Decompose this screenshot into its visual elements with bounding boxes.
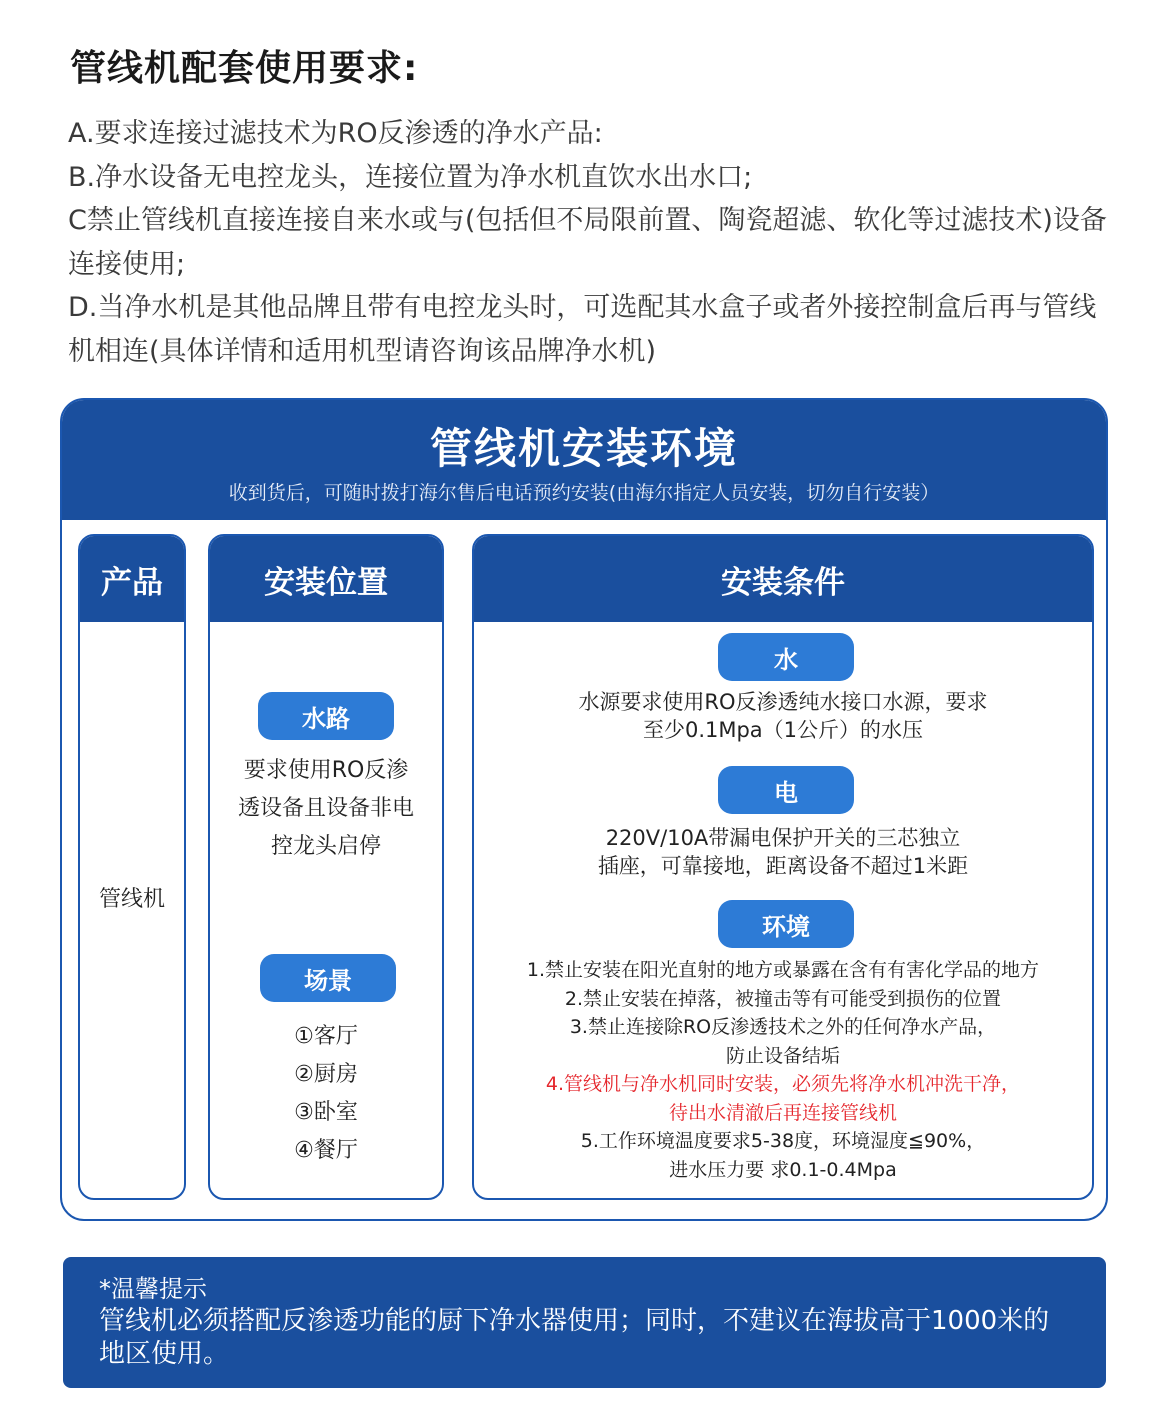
environment-condition-item: 2.禁止安装在掉落，被撞击等有可能受到损伤的位置 [564,987,1002,1010]
requirements-title: 管线机配套使用要求: [70,48,419,89]
environment-condition-warning: 待出水清澈后再连接管线机 [668,1101,897,1124]
installation-environment-panel [60,398,1108,1221]
environment-condition-item: 5.工作环境温度要求5-38度，环境湿度≦90%， [580,1130,986,1152]
water-route-line: 控龙头启停 [270,834,381,859]
scene-item-bedroom: ③卧室 [294,1100,358,1125]
requirement-item-d: D.当净水机是其他品牌且带有电控龙头时，可选配其水盒子或者外接控制盒后再与管线机相连(具体详情和适用机型请咨询该品牌净水机) [68,292,1097,367]
water-condition-line: 至少0.1Mpa（1公斤）的水压 [642,718,924,742]
power-condition-badge: 电 [718,766,854,814]
environment-title: 管线机安装环境 [429,424,738,473]
conditions-column [472,534,1094,1200]
requirement-item-b: B.净水设备无电控龙头，连接位置为净水机直饮水出水口; [68,161,753,193]
water-route-description [210,752,442,866]
water-route-badge: 水路 [258,692,394,740]
tip-box [63,1257,1106,1388]
scene-item-kitchen: ②厨房 [294,1062,358,1087]
location-column [208,534,444,1200]
scene-item-dining-room: ④餐厅 [294,1138,358,1163]
product-name: 管线机 [98,887,165,912]
power-condition-line: 插座，可靠接地，距离设备不超过1米距 [597,854,969,878]
product-column [78,534,186,1200]
water-condition-text [474,688,1092,744]
requirement-item-a: A.要求连接过滤技术为RO反渗透的净水产品: [68,118,603,149]
requirement-item-c: C禁止管线机直接连接自来水或与(包括但不局限前置、陶瓷超滤、软化等过滤技术)设备连接使用; [68,205,1107,280]
location-column-header: 安装位置 [210,536,442,622]
scene-list [210,1018,442,1170]
environment-condition-list [474,956,1092,1184]
tip-text: 管线机必须搭配反渗透功能的厨下净水器使用；同时，不建议在海拔高于1000米的地区使用。 [99,1306,1050,1369]
environment-condition-badge: 环境 [718,900,854,948]
environment-subtitle: 收到货后，可随时拨打海尔售后电话预约安装(由海尔指定人员安装，切勿自行安装） [228,482,940,504]
water-route-line: 透设备且设备非电 [237,796,414,821]
environment-condition-item: 3.禁止连接除RO反渗透技术之外的任何净水产品， [569,1016,997,1038]
requirements-list [68,112,1113,373]
scene-badge: 场景 [260,954,396,1002]
environment-condition-warning: 4.管线机与净水机同时安装，必须先将净水机冲洗干净， [545,1073,1021,1095]
water-route-line: 要求使用RO反渗 [243,758,409,783]
product-column-header: 产品 [80,536,184,622]
power-condition-text [474,824,1092,880]
environment-condition-item: 防止设备结垢 [725,1044,840,1067]
scene-item-living-room: ①客厅 [294,1024,358,1049]
water-condition-badge: 水 [718,633,854,681]
environment-condition-item: 1.禁止安装在阳光直射的地方或暴露在含有有害化学品的地方 [526,959,1040,981]
water-condition-line: 水源要求使用RO反渗透纯水接口水源，要求 [578,690,988,714]
environment-condition-item: 进水压力要 求0.1-0.4Mpa [669,1158,897,1181]
conditions-column-header: 安装条件 [474,536,1092,622]
power-condition-line: 220V/10A带漏电保护开关的三芯独立 [605,826,961,850]
environment-header [62,400,1106,520]
tip-label: *温馨提示 [99,1275,207,1303]
